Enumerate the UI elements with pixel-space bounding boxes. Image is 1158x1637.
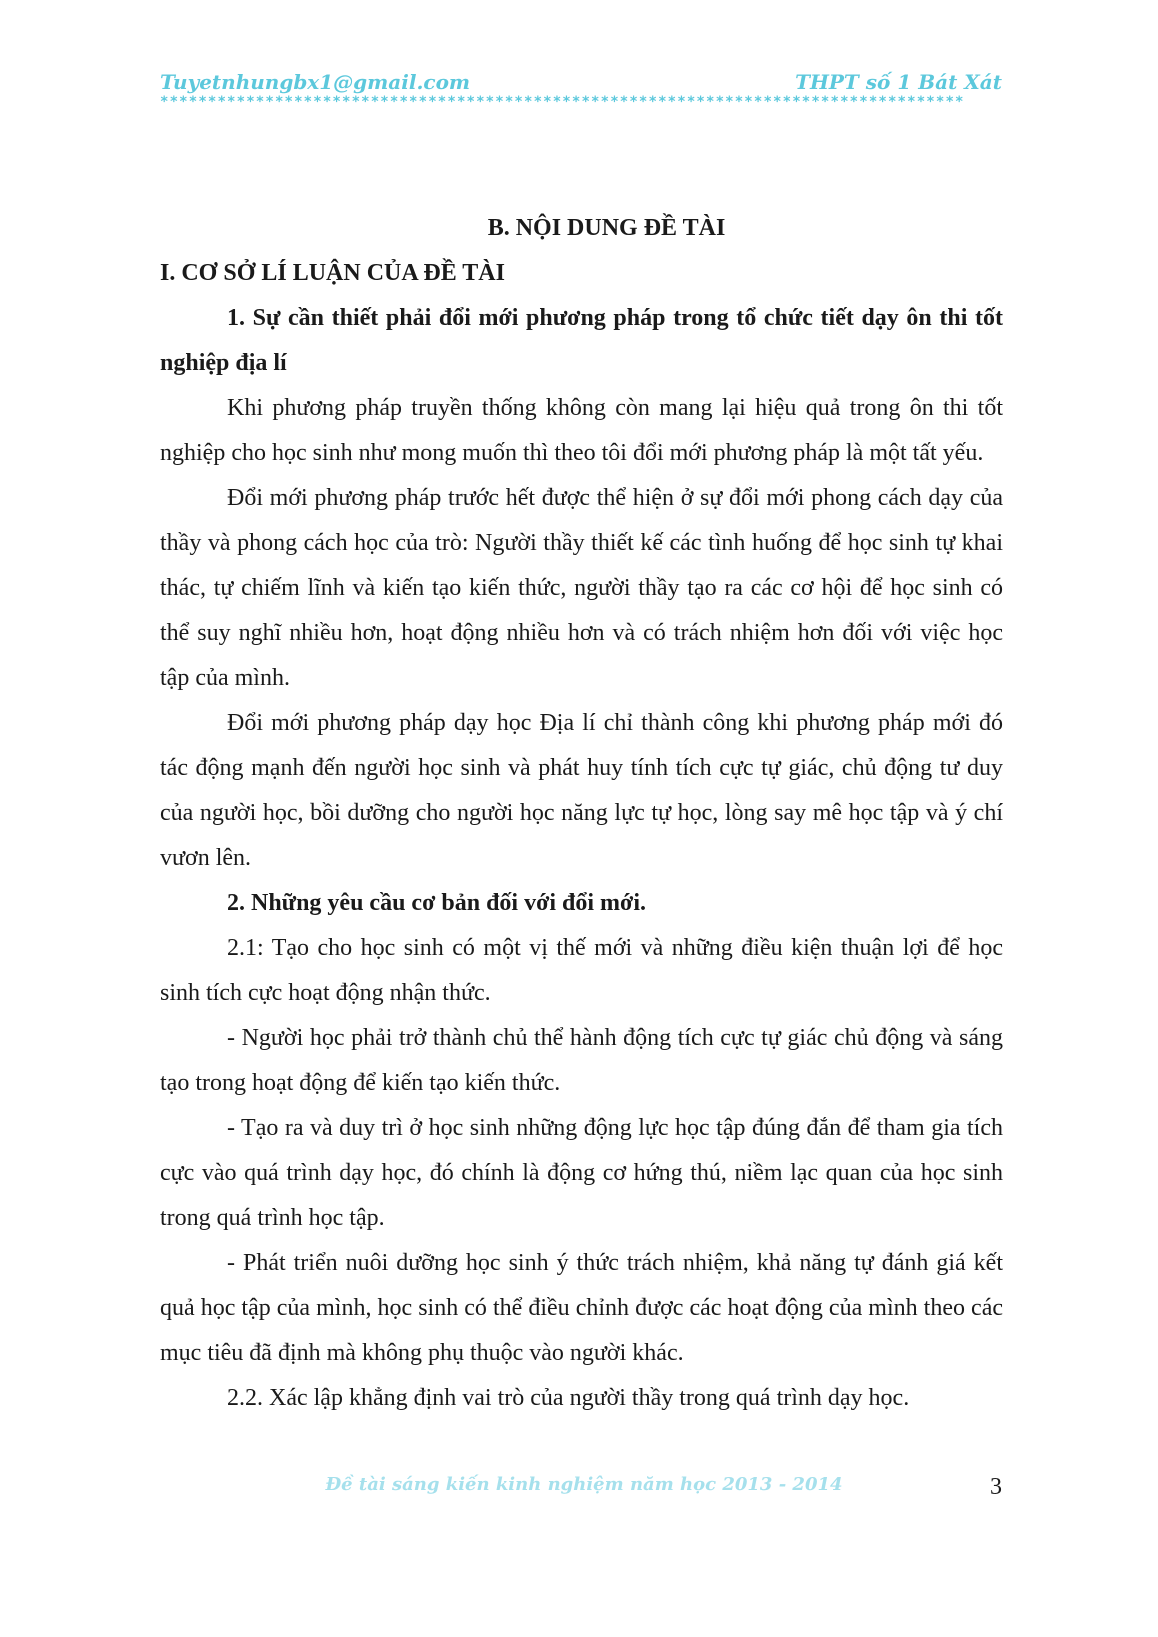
paragraph-4: 2.1: Tạo cho học sinh có một vị thế mới và những điều kiện thuận lợi để học sinh tích cực hoạt động nhận thức. <box>160 935 1003 1006</box>
header-divider: ************************************************************************************ <box>160 94 965 110</box>
section-title: B. NỘI DUNG ĐỀ TÀI <box>487 215 726 241</box>
page-number: 3 <box>990 1474 1002 1500</box>
heading-1: I. CƠ SỞ LÍ LUẬN CỦA ĐỀ TÀI <box>160 260 505 286</box>
document-body <box>160 206 1003 1421</box>
header-email: Tuyetnhungbx1@gmail.com <box>160 70 471 94</box>
heading-1-2: 2. Những yêu cầu cơ bản đối với đổi mới. <box>227 890 647 916</box>
paragraph-7: - Phát triển nuôi dưỡng học sinh ý thức trách nhiệm, khả năng tự đánh giá kết quả học tập của mình, học sinh có thể điều chỉnh được các hoạt động của mình theo các mục tiêu đã định mà không phụ thuộc vào người khác. <box>160 1250 1003 1366</box>
paragraph-6: - Tạo ra và duy trì ở học sinh những động lực học tập đúng đắn để tham gia tích cực vào quá trình dạy học, đó chính là động cơ hứng thú, niềm lạc quan của học sinh trong quá trình học tập. <box>160 1115 1003 1231</box>
heading-1-1: 1. Sự cần thiết phải đổi mới phương pháp trong tổ chức tiết dạy ôn thi tốt nghiệp địa lí <box>160 305 1003 376</box>
paragraph-5: - Người học phải trở thành chủ thể hành động tích cực tự giác chủ động và sáng tạo trong hoạt động để kiến tạo kiến thức. <box>160 1025 1003 1096</box>
paragraph-1: Khi phương pháp truyền thống không còn mang lại hiệu quả trong ôn thi tốt nghiệp cho học sinh như mong muốn thì theo tôi đổi mới phương pháp là một tất yếu. <box>160 395 1003 466</box>
paragraph-2: Đổi mới phương pháp trước hết được thể hiện ở sự đổi mới phong cách dạy của thầy và phong cách học của trò: Người thầy thiết kế các tình huống để học sinh tự khai thác, tự chiếm lĩnh và kiến tạo kiến thức, người thầy tạo ra các cơ hội để học sinh có thể suy nghĩ nhiều hơn, hoạt động nhiều hơn và có trách nhiệm hơn đối với việc học tập của mình. <box>160 485 1003 691</box>
paragraph-8: 2.2. Xác lập khẳng định vai trò của người thầy trong quá trình dạy học. <box>227 1385 910 1411</box>
header-school-name: THPT số 1 Bát Xát <box>795 70 1002 94</box>
footer-text: Đề tài sáng kiến kinh nghiệm năm học 2013 - 2014 <box>325 1474 843 1495</box>
paragraph-3: Đổi mới phương pháp dạy học Địa lí chỉ thành công khi phương pháp mới đó tác động mạnh đến người học sinh và phát huy tính tích cực tự giác, chủ động tư duy của người học, bồi dưỡng cho người học năng lực tự học, lòng say mê học tập và ý chí vươn lên. <box>160 710 1003 871</box>
